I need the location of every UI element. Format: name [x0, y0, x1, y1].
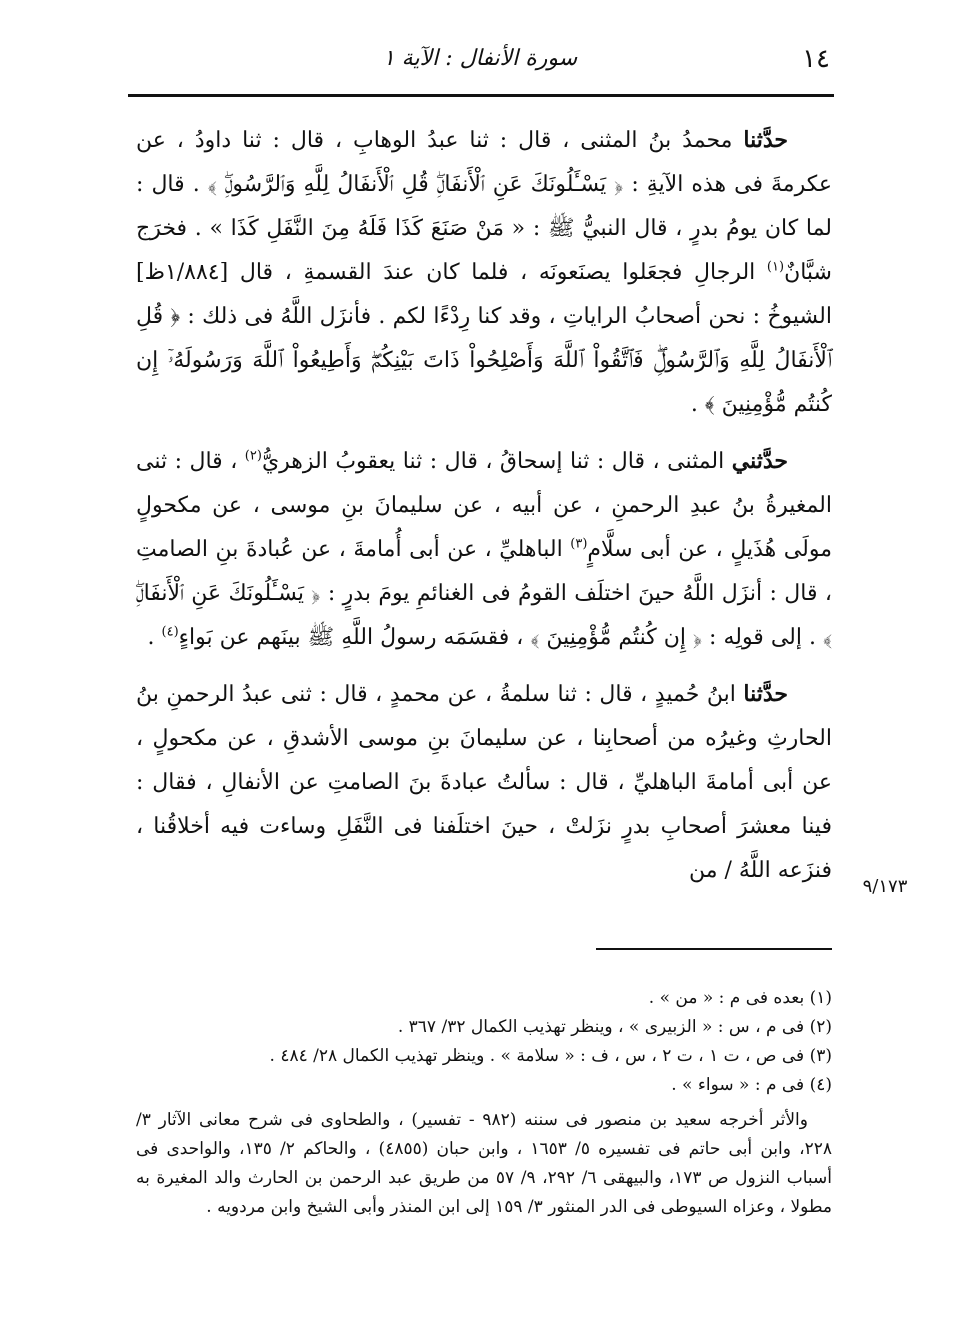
footnote-1: (١) بعده فى م : « من » .: [648, 988, 832, 1008]
footnotes: [136, 984, 832, 1222]
paragraph-text: الرجالِ فجعَلوا يصنَعونَه ، فلما كان عندَ القسمةِ ، قال [١/٨٨٤ظ] الشيوخُ : نحن أصحابُ الراياتِ ، وقد كنا رِدْءًا لكم . فأنزَل اللَّهُ فى ذلك : ﴿ قُلِ ٱلْأَنفَالُ لِلَّهِ وَٱلرَّسُولِۖ فَٱتَّقُواْ ٱللَّهَ وَأَصْلِحُواْ ذَاتَ بَيْنِكُمْۖ وَأَطِيعُواْ ٱللَّهَ وَرَسُولَهُۥٓ إِن كُنتُم مُّؤْمِنِينَ ﴾ .: [136, 260, 832, 417]
narration-lead: حدَّثنا: [743, 127, 788, 153]
paragraph-text: المثنى ، قال : ثنا إسحاقُ ، قال : ثنا يعقوبُ الزهريُّ: [261, 449, 732, 474]
paragraph-1: [136, 118, 832, 427]
running-title: سورة الأنفال : الآية ١: [382, 46, 578, 71]
footnote-4: (٤) فى م : « سواء » .: [671, 1075, 832, 1095]
margin-page-reference: ٩/١٧٣: [862, 876, 908, 897]
header-rule: [128, 94, 834, 97]
paragraph-text: ، قال : ثنى المغيرةُ بنُ عبدِ الرحمنِ ، عن أبيه ، عن سليمانَ بنِ موسى ، عن مكحولٍ مولَى هُذَيلٍ ، عن أبى سلَّامٍ: [136, 449, 832, 562]
main-text: [136, 118, 832, 905]
footnote-3: (٣) فى ص ، ت ١ ، ت ٢ ، س ، ف : « سلامة » . وينظر تهذيب الكمال ٢٨/ ٤٨٤ .: [269, 1046, 832, 1066]
footnote-rule: [596, 948, 832, 950]
page-number: ١٤: [802, 44, 830, 74]
paragraph-text: محمدُ بنُ المثنى ، قال : ثنا عبدُ الوهابِ ، قال : ثنا داودُ ، عن عكرمةَ فى هذه الآيةِ : ﴿ يَسْـَٔلُونَكَ عَنِ ٱلْأَنفَالِۖ قُلِ ٱلْأَنفَالُ لِلَّهِ وَٱلرَّسُولِۖ ﴾ . قال : لما كان يومُ بدرٍ ، قال النبيُّ ﷺ : « مَنْ صَنَعَ كَذَا فَلَهُ مِنَ النَّفَلِ كَذَا » . فخرَج شبَّانٌ: [136, 128, 832, 285]
page-header: [130, 44, 830, 84]
paragraph-2: [136, 439, 832, 660]
narration-lead: حدَّثني: [731, 448, 788, 474]
footnote-ref-4[interactable]: (٤): [161, 624, 179, 640]
paragraph-text: الباهليِّ ، عن أبى أُمامةَ ، عن عُبادةَ بنِ الصامتِ ، قال : أنزَل اللَّهُ حينَ اختلَف القومُ فى الغنائمِ يومَ بدرٍ : ﴿ يَسْـَٔلُونَكَ عَنِ ٱلْأَنفَالِۖ ﴾ . إلى قولِه : ﴿ إِن كُنتُم مُّؤْمِنِينَ ﴾ ، فقسَمَه رسولُ اللَّهِ ﷺ بينَهم عن بَواءٍ: [136, 537, 832, 650]
narration-lead: حدَّثنا: [743, 681, 788, 707]
footnote-2: (٢) فى م ، س : « الزبيرى » ، وينظر تهذيب الكمال ٣٢/ ٣٦٧ .: [397, 1017, 832, 1037]
paragraph-text: ابنُ حُميدٍ ، قال : ثنا سلمةُ ، عن محمدٍ ، قال : ثنى عبدُ الرحمنِ بنُ الحارثِ وغيرُه من أصحابِنا ، عن سليمانَ بنِ موسى الأشدقِ ، عن مكحولٍ ، عن أبى أمامةَ الباهليِّ ، قال : سألتُ عبادةَ بنَ الصامتِ عن الأنفالِ ، فقال : فينا معشرَ أصحابِ بدرٍ نزَلتْ ، حينَ اختلَفنا فى النَّفَلِ وساءت فيه أخلاقُنا ، فنزَعه اللَّهُ / من: [136, 682, 832, 883]
paragraph-3: [136, 672, 832, 893]
footnote-ref-2[interactable]: (٢): [244, 448, 262, 464]
source-note: والأثر أخرجه سعيد بن منصور فى سننه (٩٨٢ - تفسير) ، والطحاوى فى شرح معانى الآثار ٣/ ٢٢٨، وابن أبى حاتم فى تفسيره ٥/ ١٦٥٣ ، وابن حبان (٤٨٥٥) ، والحاكم ٢/ ١٣٥، والواحدى فى أسباب النزول ص ١٧٣، والبيهقى ٦/ ٢٩٢، ٩/ ٥٧ من طريق عبد الرحمن بن الحارث والد المغيرة به مطولا ، وعزاه السيوطى فى الدر المنثور ٣/ ١٥٩ إلى ابن المنذر وأبى الشيخ وابن مردويه .: [136, 1110, 832, 1217]
paragraph-text: .: [147, 625, 162, 650]
footnote-ref-1[interactable]: (١): [766, 259, 785, 275]
footnote-ref-3[interactable]: (٣): [570, 536, 588, 552]
